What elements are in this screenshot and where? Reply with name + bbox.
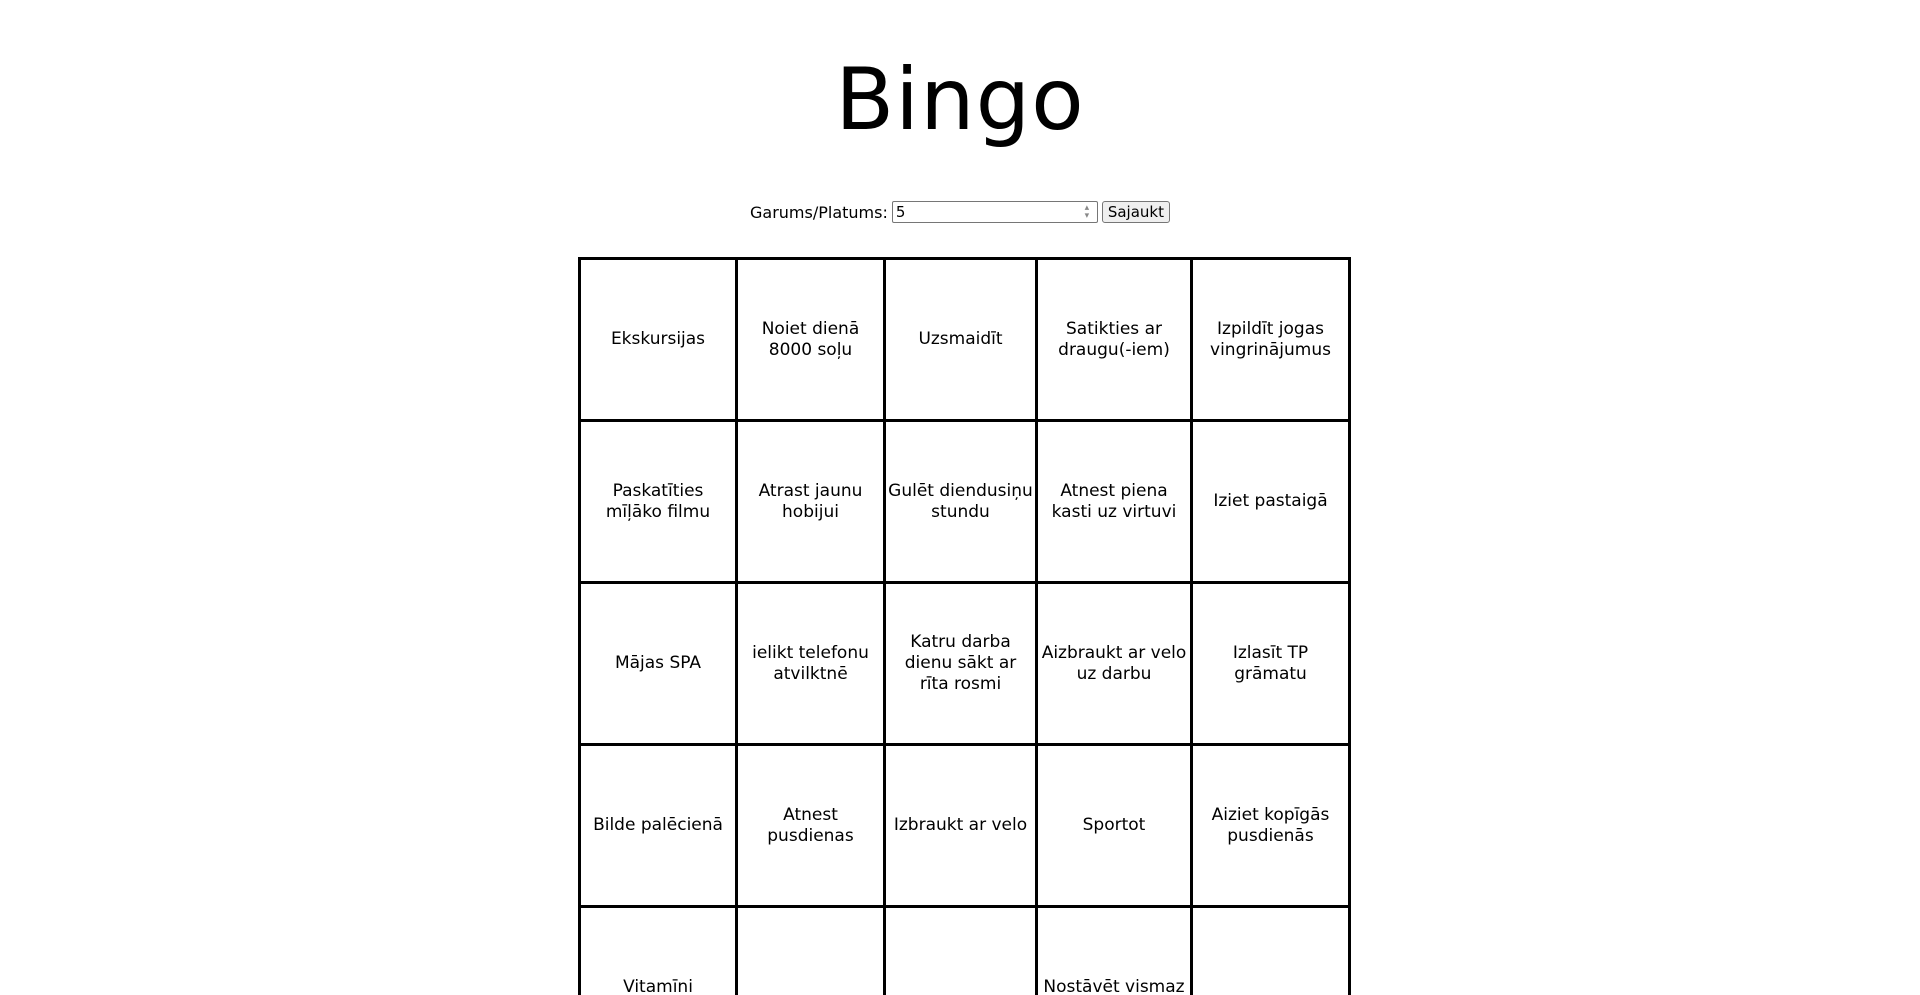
- spinner-arrows-icon[interactable]: ▴ ▾: [1084, 203, 1090, 221]
- bingo-board: [578, 257, 1351, 995]
- bingo-cell[interactable]: Iziet pastaigā: [1192, 421, 1350, 583]
- board-row: [580, 259, 1350, 421]
- bingo-cell[interactable]: Izlasīt TP grāmatu: [1192, 583, 1350, 745]
- bingo-cell[interactable]: [1192, 907, 1350, 995]
- board-row: [580, 583, 1350, 745]
- bingo-cell[interactable]: [737, 907, 885, 995]
- bingo-cell[interactable]: Aizbraukt ar velo uz darbu: [1037, 583, 1192, 745]
- bingo-cell[interactable]: Gulēt diendusiņu stundu: [885, 421, 1037, 583]
- bingo-cell[interactable]: [885, 907, 1037, 995]
- bingo-cell[interactable]: ielikt telefonu atvilktnē: [737, 583, 885, 745]
- size-label: Garums/Platums:: [749, 202, 888, 222]
- bingo-cell[interactable]: Satikties ar draugu(-iem): [1037, 259, 1192, 421]
- size-input[interactable]: [893, 203, 1066, 221]
- bingo-cell[interactable]: Izbraukt ar velo: [885, 745, 1037, 907]
- bingo-cell[interactable]: Atrast jaunu hobijui: [737, 421, 885, 583]
- shuffle-button[interactable]: Sajaukt: [1102, 201, 1170, 223]
- bingo-cell[interactable]: Nostāvēt vismaz: [1037, 907, 1192, 995]
- bingo-cell[interactable]: Vitamīni: [580, 907, 737, 995]
- bingo-cell[interactable]: Izpildīt jogas vingrinājumus: [1192, 259, 1350, 421]
- board-row: [580, 907, 1350, 995]
- bingo-cell[interactable]: Atnest piena kasti uz virtuvi: [1037, 421, 1192, 583]
- bingo-cell[interactable]: Sportot: [1037, 745, 1192, 907]
- bingo-cell[interactable]: Aiziet kopīgās pusdienās: [1192, 745, 1350, 907]
- bingo-cell[interactable]: Bilde palēcienā: [580, 745, 737, 907]
- bingo-cell[interactable]: Atnest pusdienas: [737, 745, 885, 907]
- size-number-input-wrapper: [892, 201, 1098, 223]
- bingo-cell[interactable]: Mājas SPA: [580, 583, 737, 745]
- bingo-cell[interactable]: Uzsmaidīt: [885, 259, 1037, 421]
- board-row: [580, 745, 1350, 907]
- page-title: Bingo: [835, 50, 1085, 150]
- bingo-cell[interactable]: Ekskursijas: [580, 259, 737, 421]
- size-controls: [0, 200, 1920, 224]
- board-row: [580, 421, 1350, 583]
- bingo-cell[interactable]: Katru darba dienu sākt ar rīta rosmi: [885, 583, 1037, 745]
- bingo-cell[interactable]: Paskatīties mīļāko filmu: [580, 421, 737, 583]
- bingo-cell[interactable]: Noiet dienā 8000 soļu: [737, 259, 885, 421]
